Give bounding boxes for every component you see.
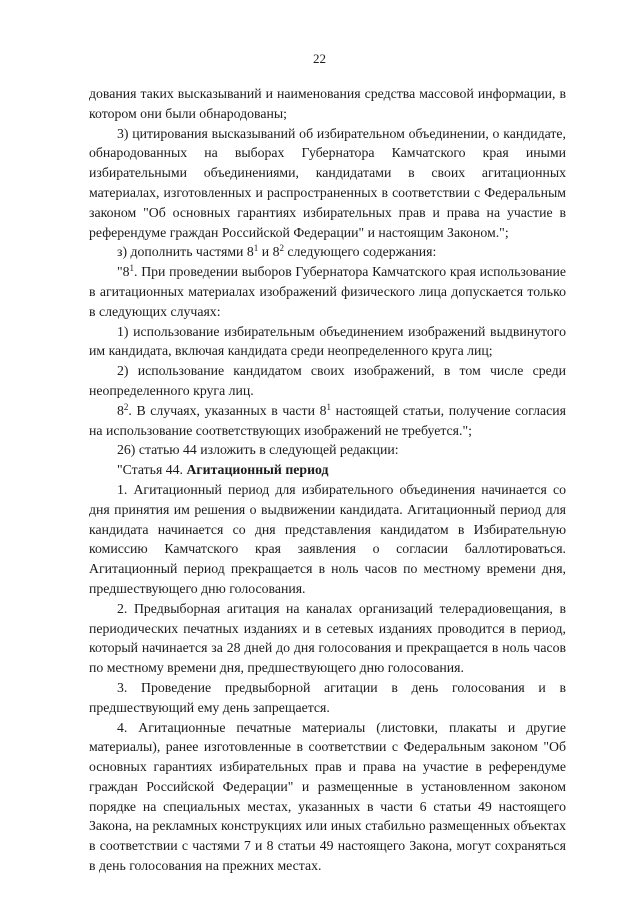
paragraph-case-1: 1) использование избирательным объединением изображений выдвинутого им кандидата, включая кандидата среди неопределенного круга лиц; bbox=[89, 323, 566, 359]
part-8-2-text-c: настоящей статьи, получение согласия на использование соответствующих изображений не требуется."; bbox=[89, 402, 566, 438]
article-44-heading bbox=[89, 460, 566, 480]
amendment-z-text-b: и 8 bbox=[258, 244, 280, 260]
paragraph-item-26: 26) статью 44 изложить в следующей редакции: bbox=[117, 442, 399, 458]
amendment-z-text-a: з) дополнить частями 8 bbox=[117, 244, 254, 260]
paragraph-part-8-1 bbox=[89, 262, 566, 321]
paragraph-case-2: 2) использование кандидатом своих изображений, в том числе среди неопределенного круга лиц. bbox=[89, 363, 566, 398]
superscript: 1 bbox=[253, 243, 259, 254]
page-number: 22 bbox=[313, 51, 326, 66]
superscript: 2 bbox=[123, 401, 129, 412]
paragraph-part-8-2 bbox=[89, 401, 566, 441]
part-8-2-text-b: . В случаях, указанных в части 8 bbox=[128, 402, 327, 418]
article-44-part-1: 1. Агитационный период для избирательного объединения начинается со дня принятия им решения о выдвижении кандидата. Агитационный период для кандидата начинается со дня представления кандидатом в Избирательную комиссию Камчатского края заявления о согласии баллотироваться. Агитационный период прекращается в ноль часов по местному времени дня, предшествующего дню голосования. bbox=[89, 481, 566, 596]
part-8-1-text-b: . При проведении выборов Губернатора Камчатского края использование в агитационных материалах изображений физического лица допускается только в следующих случаях: bbox=[89, 264, 566, 319]
paragraph-item-3-citations: 3) цитирования высказываний об избирательном объединении, о кандидате, обнародованных на выборах Губернатора Камчатского края иными избирательными объединениями, кандидатами в своих агитационных материалах, изготовленных и распространенных в соответствии с Федеральным законом "Об основных гарантиях избирательных прав и права на участие в референдуме граждан Российской Федерации" и настоящим Законом."; bbox=[89, 125, 566, 240]
document-body bbox=[89, 84, 566, 876]
article-44-part-4: 4. Агитационные печатные материалы (листовки, плакаты и другие материалы), ранее изготовленные в соответствии с Федеральным законом "Об основных гарантиях избирательных прав и права на участие в референдуме граждан Российской Федерации" и размещенные в установленном законом порядке на специальных местах, указанных в части 6 статьи 49 настоящего Закона, на рекламных конструкциях или иных стабильно размещенных объектах в соответствии с частями 7 и 8 статьи 49 настоящего Закона, могут сохраняться в день голосования на прежних местах. bbox=[89, 719, 566, 874]
paragraph-amendment-z bbox=[89, 242, 566, 262]
article-44-prefix: "Статья 44. bbox=[117, 462, 187, 478]
article-44-part-3: 3. Проведение предвыборной агитации в день голосования и в предшествующий ему день запрещается. bbox=[89, 679, 566, 715]
superscript: 2 bbox=[279, 243, 284, 254]
paragraph-continued-item: дования таких высказываний и наименования средства массовой информации, в котором они были обнародованы; bbox=[89, 86, 566, 121]
part-8-2-text-a: 8 bbox=[117, 402, 124, 418]
article-44-title: Агитационный период bbox=[186, 462, 329, 478]
part-8-1-text-a: "8 bbox=[117, 264, 130, 280]
article-44-part-2: 2. Предвыборная агитация на каналах организаций телерадиовещания, в периодических печатных изданиях и в сетевых изданиях проводится в период, который начинается за 28 дней до дня голосования и прекращается в ноль часов по местному времени дня, предшествующего дню голосования. bbox=[89, 600, 566, 676]
superscript: 1 bbox=[129, 263, 135, 274]
superscript: 1 bbox=[326, 401, 331, 412]
amendment-z-text-c: следующего содержания: bbox=[283, 244, 437, 260]
